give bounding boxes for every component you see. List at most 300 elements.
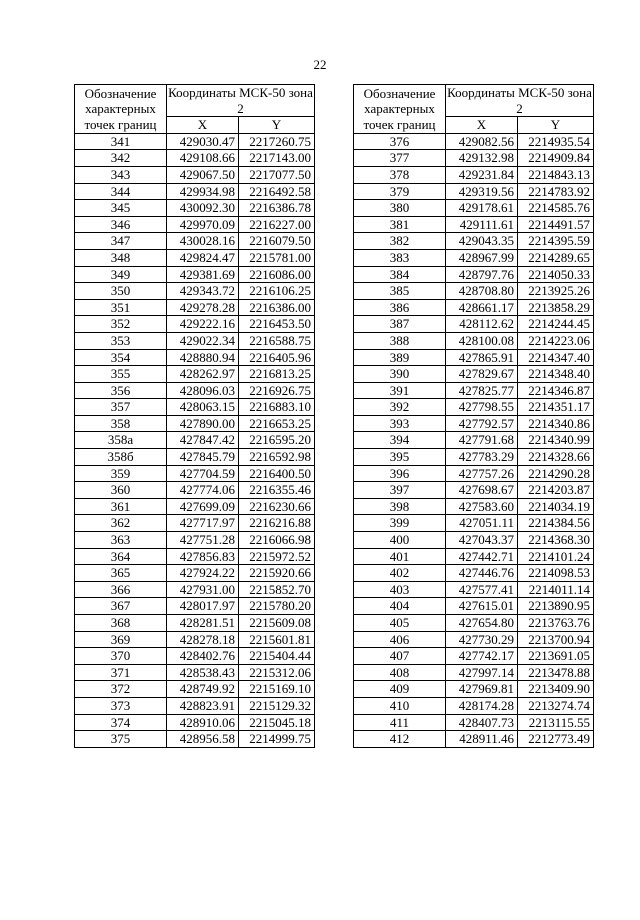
point-number-cell: 361 (75, 498, 167, 515)
x-coordinate-cell: 427699.09 (167, 498, 239, 515)
y-coordinate-cell: 2214348.40 (518, 366, 594, 383)
point-number-cell: 357 (75, 399, 167, 416)
point-number-cell: 412 (354, 731, 446, 748)
header-point-label: Обозначение характерных точек границ (75, 85, 167, 134)
y-coordinate-cell: 2216400.50 (239, 465, 315, 482)
y-coordinate-cell: 2216230.66 (239, 498, 315, 515)
x-coordinate-cell: 427931.00 (167, 581, 239, 598)
table-row (354, 664, 594, 681)
x-coordinate-cell: 427051.11 (446, 515, 518, 532)
table-row (354, 548, 594, 565)
y-coordinate-cell: 2216386.00 (239, 299, 315, 316)
point-number-cell: 394 (354, 432, 446, 449)
x-coordinate-cell: 429824.47 (167, 249, 239, 266)
x-coordinate-cell: 427890.00 (167, 415, 239, 432)
table-row (354, 299, 594, 316)
x-coordinate-cell: 427825.77 (446, 382, 518, 399)
y-coordinate-cell: 2213478.88 (518, 664, 594, 681)
table-row (75, 349, 315, 366)
point-number-cell: 399 (354, 515, 446, 532)
x-coordinate-cell: 427654.80 (446, 615, 518, 632)
coordinates-table-left (74, 84, 315, 748)
x-coordinate-cell: 427798.55 (446, 399, 518, 416)
point-number-cell: 398 (354, 498, 446, 515)
point-number-cell: 359 (75, 465, 167, 482)
y-coordinate-cell: 2214491.57 (518, 216, 594, 233)
x-coordinate-cell: 428911.46 (446, 731, 518, 748)
x-coordinate-cell: 429108.66 (167, 150, 239, 167)
y-coordinate-cell: 2214223.06 (518, 332, 594, 349)
point-number-cell: 391 (354, 382, 446, 399)
x-coordinate-cell: 429043.35 (446, 233, 518, 250)
x-coordinate-cell: 429343.72 (167, 283, 239, 300)
x-coordinate-cell: 430092.30 (167, 200, 239, 217)
coordinates-table-right (353, 84, 594, 748)
x-coordinate-cell: 427442.71 (446, 548, 518, 565)
point-number-cell: 387 (354, 316, 446, 333)
x-coordinate-cell: 427717.97 (167, 515, 239, 532)
point-number-cell: 362 (75, 515, 167, 532)
table-row (75, 581, 315, 598)
y-coordinate-cell: 2216355.46 (239, 482, 315, 499)
point-number-cell: 344 (75, 183, 167, 200)
point-number-cell: 403 (354, 581, 446, 598)
x-coordinate-cell: 429231.84 (446, 166, 518, 183)
y-coordinate-cell: 2213858.29 (518, 299, 594, 316)
x-coordinate-cell: 428797.76 (446, 266, 518, 283)
x-coordinate-cell: 428262.97 (167, 366, 239, 383)
point-number-cell: 369 (75, 631, 167, 648)
table-row (354, 482, 594, 499)
point-number-cell: 347 (75, 233, 167, 250)
point-number-cell: 397 (354, 482, 446, 499)
y-coordinate-cell: 2214340.86 (518, 415, 594, 432)
y-coordinate-cell: 2215972.52 (239, 548, 315, 565)
x-coordinate-cell: 428112.62 (446, 316, 518, 333)
x-coordinate-cell: 427791.68 (446, 432, 518, 449)
x-coordinate-cell: 430028.16 (167, 233, 239, 250)
x-coordinate-cell: 429111.61 (446, 216, 518, 233)
point-number-cell: 385 (354, 283, 446, 300)
x-coordinate-cell: 428281.51 (167, 615, 239, 632)
table-row (75, 283, 315, 300)
point-number-cell: 341 (75, 133, 167, 150)
y-coordinate-cell: 2214384.56 (518, 515, 594, 532)
y-coordinate-cell: 2214011.14 (518, 581, 594, 598)
x-coordinate-cell: 429178.61 (446, 200, 518, 217)
x-coordinate-cell: 427742.17 (446, 648, 518, 665)
table-row (354, 183, 594, 200)
table-row (75, 316, 315, 333)
y-coordinate-cell: 2213700.94 (518, 631, 594, 648)
header-y: Y (518, 117, 594, 134)
table-row (354, 283, 594, 300)
y-coordinate-cell: 2214935.54 (518, 133, 594, 150)
y-coordinate-cell: 2215609.08 (239, 615, 315, 632)
table-row (354, 648, 594, 665)
y-coordinate-cell: 2216813.25 (239, 366, 315, 383)
y-coordinate-cell: 2213890.95 (518, 598, 594, 615)
table-body-right (354, 133, 594, 747)
y-coordinate-cell: 2214203.87 (518, 482, 594, 499)
x-coordinate-cell: 428402.76 (167, 648, 239, 665)
point-number-cell: 405 (354, 615, 446, 632)
y-coordinate-cell: 2214395.59 (518, 233, 594, 250)
point-number-cell: 363 (75, 532, 167, 549)
point-number-cell: 395 (354, 449, 446, 466)
point-number-cell: 409 (354, 681, 446, 698)
x-coordinate-cell: 427774.06 (167, 482, 239, 499)
table-body-left (75, 133, 315, 747)
point-number-cell: 401 (354, 548, 446, 565)
point-number-cell: 406 (354, 631, 446, 648)
table-row (75, 332, 315, 349)
table-row (75, 133, 315, 150)
x-coordinate-cell: 429381.69 (167, 266, 239, 283)
table-row (354, 133, 594, 150)
table-row (354, 166, 594, 183)
point-number-cell: 379 (354, 183, 446, 200)
x-coordinate-cell: 427446.76 (446, 565, 518, 582)
point-number-cell: 353 (75, 332, 167, 349)
table-row (75, 249, 315, 266)
table-row (75, 183, 315, 200)
y-coordinate-cell: 2213274.74 (518, 697, 594, 714)
y-coordinate-cell: 2213409.90 (518, 681, 594, 698)
table-row (75, 731, 315, 748)
table-row (75, 515, 315, 532)
x-coordinate-cell: 427730.29 (446, 631, 518, 648)
x-coordinate-cell: 429319.56 (446, 183, 518, 200)
point-number-cell: 374 (75, 714, 167, 731)
table-row (354, 731, 594, 748)
x-coordinate-cell: 429222.16 (167, 316, 239, 333)
y-coordinate-cell: 2214585.76 (518, 200, 594, 217)
x-coordinate-cell: 428174.28 (446, 697, 518, 714)
point-number-cell: 371 (75, 664, 167, 681)
header-point-label: Обозначение характерных точек границ (354, 85, 446, 134)
x-coordinate-cell: 427583.60 (446, 498, 518, 515)
x-coordinate-cell: 427698.67 (446, 482, 518, 499)
header-coords-label: Координаты МСК-50 зона 2 (168, 85, 313, 116)
point-number-cell: 378 (354, 166, 446, 183)
y-coordinate-cell: 2216653.25 (239, 415, 315, 432)
table-row (75, 681, 315, 698)
point-number-cell: 386 (354, 299, 446, 316)
y-coordinate-cell: 2216079.50 (239, 233, 315, 250)
point-number-cell: 351 (75, 299, 167, 316)
point-number-cell: 355 (75, 366, 167, 383)
table-row (75, 631, 315, 648)
point-number-cell: 404 (354, 598, 446, 615)
x-coordinate-cell: 429278.28 (167, 299, 239, 316)
table-row (354, 415, 594, 432)
x-coordinate-cell: 428096.03 (167, 382, 239, 399)
table-row (75, 565, 315, 582)
point-number-cell: 366 (75, 581, 167, 598)
table-row (75, 415, 315, 432)
point-number-cell: 410 (354, 697, 446, 714)
y-coordinate-cell: 2214098.53 (518, 565, 594, 582)
table-row (354, 233, 594, 250)
y-coordinate-cell: 2214328.66 (518, 449, 594, 466)
table-row (75, 432, 315, 449)
x-coordinate-cell: 427845.79 (167, 449, 239, 466)
table-row (354, 150, 594, 167)
table-row (354, 532, 594, 549)
table-row (75, 216, 315, 233)
table-row (75, 648, 315, 665)
y-coordinate-cell: 2214368.30 (518, 532, 594, 549)
table-row (75, 200, 315, 217)
y-coordinate-cell: 2215781.00 (239, 249, 315, 266)
point-number-cell: 358а (75, 432, 167, 449)
table-row (354, 598, 594, 615)
x-coordinate-cell: 427829.67 (446, 366, 518, 383)
point-number-cell: 388 (354, 332, 446, 349)
table-row (75, 366, 315, 383)
point-number-cell: 360 (75, 482, 167, 499)
y-coordinate-cell: 2215045.18 (239, 714, 315, 731)
table-row (354, 697, 594, 714)
point-number-cell: 380 (354, 200, 446, 217)
table-row (354, 316, 594, 333)
y-coordinate-cell: 2213115.55 (518, 714, 594, 731)
y-coordinate-cell: 2214783.92 (518, 183, 594, 200)
table-row (75, 299, 315, 316)
y-coordinate-cell: 2215169.10 (239, 681, 315, 698)
y-coordinate-cell: 2216453.50 (239, 316, 315, 333)
x-coordinate-cell: 427847.42 (167, 432, 239, 449)
y-coordinate-cell: 2214050.33 (518, 266, 594, 283)
point-number-cell: 368 (75, 615, 167, 632)
table-row (75, 233, 315, 250)
y-coordinate-cell: 2216066.98 (239, 532, 315, 549)
table-row (75, 465, 315, 482)
table-row (354, 465, 594, 482)
point-number-cell: 396 (354, 465, 446, 482)
table-row (75, 382, 315, 399)
y-coordinate-cell: 2215601.81 (239, 631, 315, 648)
point-number-cell: 400 (354, 532, 446, 549)
table-row (75, 714, 315, 731)
y-coordinate-cell: 2214289.65 (518, 249, 594, 266)
point-number-cell: 411 (354, 714, 446, 731)
point-number-cell: 358б (75, 449, 167, 466)
point-number-cell: 393 (354, 415, 446, 432)
y-coordinate-cell: 2212773.49 (518, 731, 594, 748)
y-coordinate-cell: 2214351.17 (518, 399, 594, 416)
x-coordinate-cell: 428063.15 (167, 399, 239, 416)
x-coordinate-cell: 428880.94 (167, 349, 239, 366)
x-coordinate-cell: 427856.83 (167, 548, 239, 565)
y-coordinate-cell: 2217260.75 (239, 133, 315, 150)
y-coordinate-cell: 2215780.20 (239, 598, 315, 615)
y-coordinate-cell: 2214347.40 (518, 349, 594, 366)
y-coordinate-cell: 2216595.20 (239, 432, 315, 449)
x-coordinate-cell: 428910.06 (167, 714, 239, 731)
table-row (354, 714, 594, 731)
x-coordinate-cell: 428407.73 (446, 714, 518, 731)
y-coordinate-cell: 2213691.05 (518, 648, 594, 665)
table-row (354, 565, 594, 582)
x-coordinate-cell: 427751.28 (167, 532, 239, 549)
point-number-cell: 382 (354, 233, 446, 250)
table-row (75, 150, 315, 167)
x-coordinate-cell: 428708.80 (446, 283, 518, 300)
header-coords-label: Координаты МСК-50 зона 2 (447, 85, 592, 116)
page-number: 22 (313, 57, 327, 72)
point-number-cell: 370 (75, 648, 167, 665)
point-number-cell: 373 (75, 697, 167, 714)
y-coordinate-cell: 2217077.50 (239, 166, 315, 183)
y-coordinate-cell: 2216883.10 (239, 399, 315, 416)
point-number-cell: 383 (354, 249, 446, 266)
x-coordinate-cell: 428538.43 (167, 664, 239, 681)
y-coordinate-cell: 2214909.84 (518, 150, 594, 167)
x-coordinate-cell: 427792.57 (446, 415, 518, 432)
x-coordinate-cell: 428956.58 (167, 731, 239, 748)
table-row (354, 266, 594, 283)
y-coordinate-cell: 2217143.00 (239, 150, 315, 167)
table-row (75, 548, 315, 565)
x-coordinate-cell: 429082.56 (446, 133, 518, 150)
x-coordinate-cell: 427704.59 (167, 465, 239, 482)
point-number-cell: 348 (75, 249, 167, 266)
table-row (354, 382, 594, 399)
point-number-cell: 392 (354, 399, 446, 416)
header-x: X (167, 117, 239, 134)
y-coordinate-cell: 2215852.70 (239, 581, 315, 598)
x-coordinate-cell: 429970.09 (167, 216, 239, 233)
y-coordinate-cell: 2215920.66 (239, 565, 315, 582)
x-coordinate-cell: 428967.99 (446, 249, 518, 266)
table-row (354, 432, 594, 449)
table-row (75, 697, 315, 714)
x-coordinate-cell: 429022.34 (167, 332, 239, 349)
x-coordinate-cell: 427997.14 (446, 664, 518, 681)
table-row (354, 200, 594, 217)
table-row (354, 498, 594, 515)
point-number-cell: 352 (75, 316, 167, 333)
y-coordinate-cell: 2216386.78 (239, 200, 315, 217)
table-row (75, 399, 315, 416)
y-coordinate-cell: 2214346.87 (518, 382, 594, 399)
point-number-cell: 356 (75, 382, 167, 399)
x-coordinate-cell: 428100.08 (446, 332, 518, 349)
x-coordinate-cell: 427969.81 (446, 681, 518, 698)
y-coordinate-cell: 2216106.25 (239, 283, 315, 300)
table-row (75, 532, 315, 549)
y-coordinate-cell: 2214034.19 (518, 498, 594, 515)
y-coordinate-cell: 2216216.88 (239, 515, 315, 532)
y-coordinate-cell: 2215312.06 (239, 664, 315, 681)
table-row (354, 631, 594, 648)
y-coordinate-cell: 2216588.75 (239, 332, 315, 349)
header-x: X (446, 117, 518, 134)
point-number-cell: 354 (75, 349, 167, 366)
point-number-cell: 367 (75, 598, 167, 615)
table-row (75, 166, 315, 183)
y-coordinate-cell: 2216405.96 (239, 349, 315, 366)
x-coordinate-cell: 428661.17 (446, 299, 518, 316)
table-row (354, 216, 594, 233)
point-number-cell: 343 (75, 166, 167, 183)
point-number-cell: 345 (75, 200, 167, 217)
y-coordinate-cell: 2216086.00 (239, 266, 315, 283)
x-coordinate-cell: 427757.26 (446, 465, 518, 482)
point-number-cell: 350 (75, 283, 167, 300)
table-row (354, 366, 594, 383)
table-row (354, 615, 594, 632)
y-coordinate-cell: 2214101.24 (518, 548, 594, 565)
y-coordinate-cell: 2214999.75 (239, 731, 315, 748)
point-number-cell: 389 (354, 349, 446, 366)
point-number-cell: 364 (75, 548, 167, 565)
point-number-cell: 349 (75, 266, 167, 283)
y-coordinate-cell: 2216227.00 (239, 216, 315, 233)
y-coordinate-cell: 2213925.26 (518, 283, 594, 300)
x-coordinate-cell: 427043.37 (446, 532, 518, 549)
y-coordinate-cell: 2215404.44 (239, 648, 315, 665)
table-row (354, 449, 594, 466)
header-y: Y (239, 117, 315, 134)
table-row (75, 664, 315, 681)
x-coordinate-cell: 427577.41 (446, 581, 518, 598)
table-row (354, 399, 594, 416)
point-number-cell: 402 (354, 565, 446, 582)
point-number-cell: 377 (354, 150, 446, 167)
x-coordinate-cell: 428823.91 (167, 697, 239, 714)
table-row (75, 482, 315, 499)
table-row (75, 266, 315, 283)
y-coordinate-cell: 2216492.58 (239, 183, 315, 200)
point-number-cell: 375 (75, 731, 167, 748)
x-coordinate-cell: 428278.18 (167, 631, 239, 648)
x-coordinate-cell: 427865.91 (446, 349, 518, 366)
table-row (354, 515, 594, 532)
table-row (354, 681, 594, 698)
y-coordinate-cell: 2214340.99 (518, 432, 594, 449)
table-row (354, 249, 594, 266)
point-number-cell: 381 (354, 216, 446, 233)
point-number-cell: 390 (354, 366, 446, 383)
x-coordinate-cell: 427783.29 (446, 449, 518, 466)
y-coordinate-cell: 2214290.28 (518, 465, 594, 482)
table-row (75, 449, 315, 466)
x-coordinate-cell: 429030.47 (167, 133, 239, 150)
point-number-cell: 365 (75, 565, 167, 582)
point-number-cell: 372 (75, 681, 167, 698)
x-coordinate-cell: 427615.01 (446, 598, 518, 615)
y-coordinate-cell: 2213763.76 (518, 615, 594, 632)
x-coordinate-cell: 427924.22 (167, 565, 239, 582)
x-coordinate-cell: 429067.50 (167, 166, 239, 183)
point-number-cell: 408 (354, 664, 446, 681)
point-number-cell: 358 (75, 415, 167, 432)
table-row (354, 332, 594, 349)
y-coordinate-cell: 2215129.32 (239, 697, 315, 714)
point-number-cell: 376 (354, 133, 446, 150)
table-row (354, 349, 594, 366)
x-coordinate-cell: 429132.98 (446, 150, 518, 167)
point-number-cell: 384 (354, 266, 446, 283)
y-coordinate-cell: 2216592.98 (239, 449, 315, 466)
x-coordinate-cell: 428017.97 (167, 598, 239, 615)
table-row (354, 581, 594, 598)
x-coordinate-cell: 429934.98 (167, 183, 239, 200)
x-coordinate-cell: 428749.92 (167, 681, 239, 698)
